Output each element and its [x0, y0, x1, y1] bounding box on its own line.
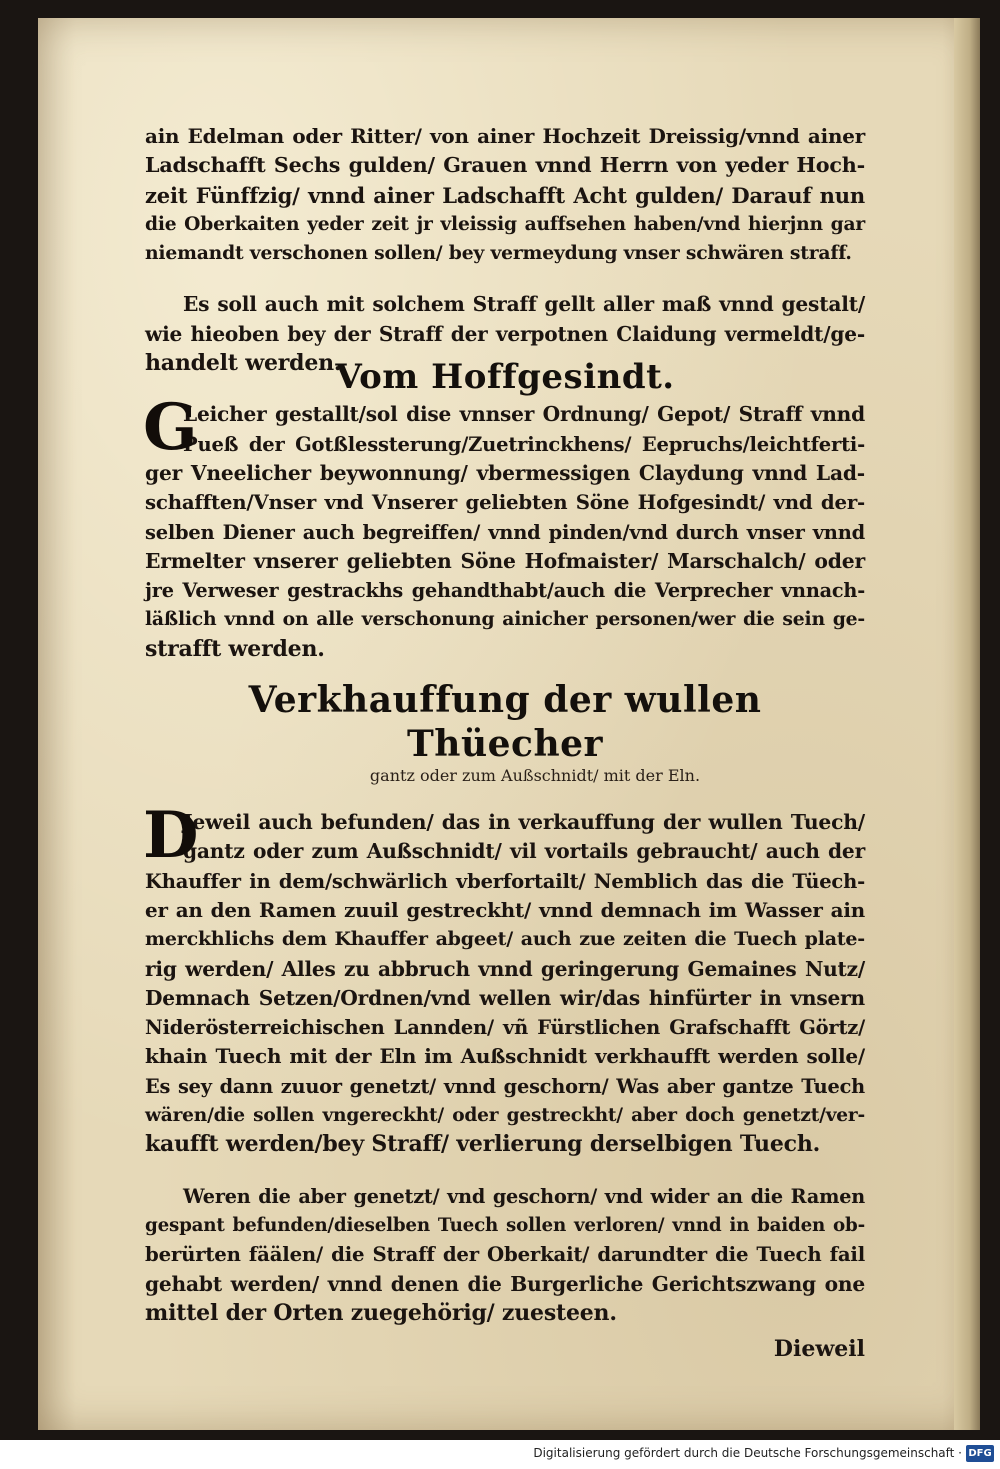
text-line: Ermelter vnserer geliebten Söne Hofmaister/ Marschalch/ oder	[145, 548, 865, 573]
paragraph-4	[143, 798, 865, 1160]
catchword: Dieweil	[773, 1336, 865, 1363]
text-line: wie hieoben bey der Straff der verpotnen Claidung vermeldt/ge-	[145, 321, 865, 346]
text-line: mittel der Orten zuegehörig/ zuesteen.	[145, 1299, 617, 1326]
section-subheading: gantz oder zum Außschnidt/ mit der Eln.	[369, 766, 701, 786]
text-line: Weren die aber genetzt/ vnd geschorn/ vnd wider an die Ramen	[183, 1184, 865, 1208]
text-line: schafften/Vnser vnd Vnserer geliebten Söne Hofgesindt/ vnd der-	[145, 490, 865, 515]
paragraph-1	[145, 122, 865, 268]
text-line: jre Verweser gestrackhs gehandthabt/auch die Verprecher vnnach-	[145, 579, 865, 603]
section-heading-verkhauffung: Verkhauffung der wullen Thüecher	[248, 679, 762, 766]
text-line: merckhlichs dem Khauffer abgeet/ auch zue zeiten die Tuech plate-	[145, 928, 865, 951]
text-line: kaufft werden/bey Straff/ verlierung derselbigen Tuech.	[145, 1131, 821, 1158]
text-line: Es soll auch mit solchem Straff gellt aller maß vnnd gestalt/	[183, 292, 865, 317]
text-line: Leicher gestallt/sol dise vnnser Ordnung/ Gepot/ Straff vnnd	[183, 402, 865, 427]
text-line: Pueß der Gotßlessterung/Zuetrinckhens/ Eepruchs/leichtferti-	[183, 432, 865, 456]
section-heading-hoffgesindt: Vom Hoffgesindt.	[335, 357, 675, 398]
text-line: ger Vneelicher beywonnung/ vbermessigen Claydung vnnd Lad-	[145, 460, 865, 485]
page-edge	[954, 18, 980, 1430]
text-line: Es sey dann zuuor genetzt/ vnnd geschorn/ Was aber gantze Tuech	[145, 1074, 865, 1098]
text-line: zeit Fünffzig/ vnnd ainer Ladschafft Acht gulden/ Darauf nun	[145, 182, 865, 208]
text-line: er an den Ramen zuuil gestreckht/ vnnd demnach im Wasser ain	[145, 897, 865, 922]
drop-cap: D	[143, 798, 199, 874]
text-line: strafft werden.	[145, 635, 325, 662]
dfg-logo: DFG	[966, 1445, 994, 1462]
text-line: berürten fäälen/ die Straff der Oberkait/ darundter die Tuech fail	[145, 1242, 865, 1267]
text-line: niemandt verschonen sollen/ bey vermeydung vnser schwären straff.	[145, 242, 852, 265]
funding-credit: Digitalisierung gefördert durch die Deutsche Forschungsgemeinschaft ·	[533, 1446, 962, 1460]
drop-cap: G	[143, 390, 198, 466]
text-line: gespant befunden/dieselben Tuech sollen verloren/ vnnd in baiden ob-	[145, 1214, 865, 1236]
footer-bar	[0, 1440, 1000, 1469]
text-line: Niderösterreichischen Lannden/ vñ Fürstlichen Grafschafft Görtz/	[145, 1016, 865, 1040]
text-line: die Oberkaiten yeder zeit jr vleissig auffsehen haben/vnd hierjnn gar	[145, 212, 865, 235]
text-line: handelt werden.	[145, 350, 342, 377]
text-line: Ladschafft Sechs gulden/ Grauen vnnd Herrn von yeder Hoch-	[145, 153, 865, 178]
text-line: Demnach Setzen/Ordnen/vnd wellen wir/das hinfürter in vnsern	[145, 985, 865, 1010]
paragraph-5	[145, 1182, 865, 1328]
text-line: Khauffer in dem/schwärlich vberfortailt/ Nemblich das die Tüech-	[145, 869, 865, 893]
paragraph-3	[143, 390, 865, 664]
page-text	[145, 122, 865, 1364]
text-line: Jeweil auch befunden/ das in verkauffung der wullen Tuech/	[183, 810, 865, 835]
text-line: rig werden/ Alles zu abbruch vnnd geringerung Gemaines Nutz/	[145, 956, 865, 981]
text-line: khain Tuech mit der Eln im Außschnidt verkhaufft werden solle/	[145, 1044, 865, 1069]
paragraph-2	[145, 290, 865, 378]
text-line: läßlich vnnd on alle verschonung ainicher personen/wer die sein ge-	[145, 608, 865, 631]
text-line: selben Diener auch begreiffen/ vnnd pinden/vnd durch vnser vnnd	[145, 520, 865, 544]
text-line: wären/die sollen vngereckht/ oder gestreckht/ aber doch genetzt/ver-	[145, 1105, 865, 1127]
text-line: gehabt werden/ vnnd denen die Burgerliche Gerichtszwang one	[145, 1271, 865, 1296]
text-line: ain Edelman oder Ritter/ von ainer Hochzeit Dreissig/vnnd ainer	[145, 124, 865, 148]
text-line: gantz oder zum Außschnidt/ vil vortails gebraucht/ auch der	[183, 839, 865, 864]
